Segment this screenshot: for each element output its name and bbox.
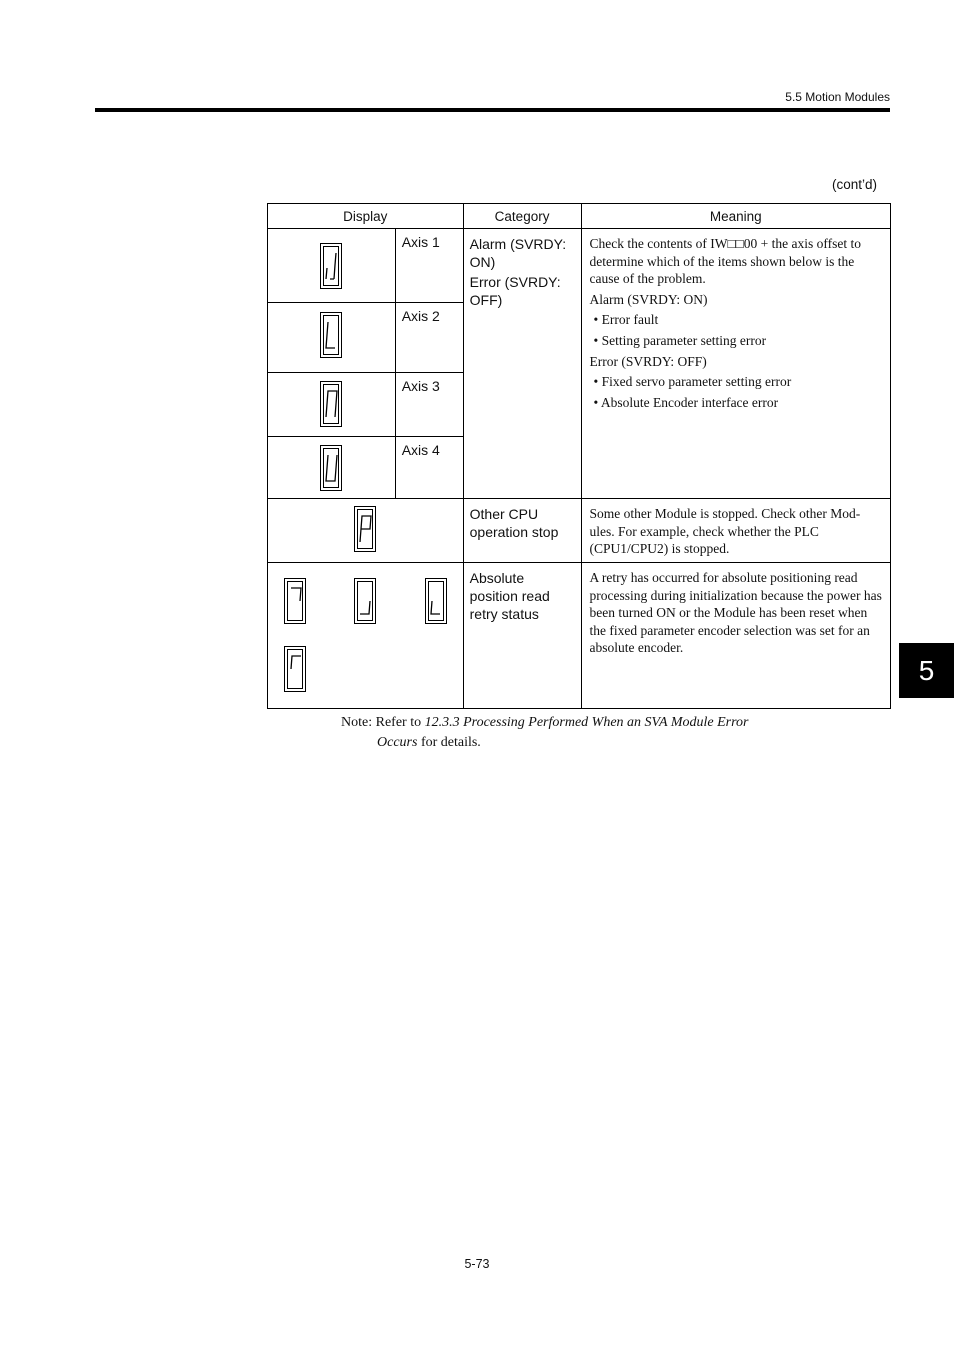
table-row-axis1 [268, 229, 891, 303]
segment-display-retry-4 [284, 646, 306, 692]
display-axis4 [268, 437, 396, 499]
table-row-cpu-stop [268, 499, 891, 563]
meaning-cpu-stop: Some other Module is stopped. Check other Mod-ules. For example, check whether the PLC (CPU1/CPU2) is stopped. [581, 499, 891, 563]
axis-label-2: Axis 2 [395, 303, 463, 373]
note-reference-cont: Occurs [377, 735, 418, 750]
segment-display-retry-2 [354, 578, 376, 624]
display-axis1 [268, 229, 396, 303]
display-axis2 [268, 303, 396, 373]
table-row-abs-retry [268, 563, 891, 709]
list-item: • Setting parameter setting error [593, 332, 767, 348]
segment-display-axis4 [320, 445, 342, 491]
header-category: Category [463, 204, 581, 229]
list-item: • Error fault [593, 312, 659, 328]
table-header-row [268, 204, 891, 229]
header-rule [95, 108, 890, 112]
table-note [341, 713, 749, 753]
header-display: Display [268, 204, 464, 229]
segment-display-retry-1 [284, 578, 306, 624]
segment-display-retry-3 [425, 578, 447, 624]
section-header: 5.5 Motion Modules [785, 90, 890, 104]
display-abs-retry [268, 563, 464, 709]
meaning-alarm [581, 229, 891, 499]
meaning-alarm-intro: Check the contents of IW□□00 + the axis offset to determine which of the items shown below is the cause of the problem. [589, 236, 861, 287]
category-alarm [463, 229, 581, 499]
note-prefix: Note: Refer to [341, 715, 425, 730]
list-item: • Fixed servo parameter setting error [593, 374, 792, 390]
continued-label: (cont’d) [831, 177, 877, 192]
axis-label-3: Axis 3 [395, 373, 463, 437]
category-alarm-on: Alarm (SVRDY: ON) [469, 236, 567, 270]
header-meaning: Meaning [581, 204, 891, 229]
meaning-error-head: Error (SVRDY: OFF) [589, 353, 707, 369]
axis-label-4: Axis 4 [395, 437, 463, 499]
display-axis3 [268, 373, 396, 437]
list-item: • Absolute Encoder interface error [593, 394, 779, 410]
category-cpu-stop: Other CPU operation stop [463, 499, 581, 563]
category-error-off: Error (SVRDY: OFF) [469, 274, 561, 308]
category-abs-retry: Absolute position read retry status [463, 563, 581, 709]
note-suffix: for details. [417, 735, 481, 750]
segment-display-axis1 [320, 243, 342, 289]
segment-display-p [354, 506, 376, 552]
meaning-alarm-head: Alarm (SVRDY: ON) [589, 291, 708, 307]
segment-display-axis2 [320, 312, 342, 358]
display-cpu-stop [268, 499, 464, 563]
meaning-abs-retry: A retry has occurred for absolute positioning read processing during initialization because the power has been turned ON or the Module has been reset when the fixed parameter encoder selection was set for an absolute encoder. [581, 563, 891, 709]
error-display-table [267, 203, 891, 709]
chapter-tab: 5 [899, 643, 954, 698]
note-reference: 12.3.3 Processing Performed When an SVA Module Error [424, 715, 749, 730]
page-number: 5-73 [464, 1257, 490, 1271]
segment-display-axis3 [320, 381, 342, 427]
axis-label-1: Axis 1 [395, 229, 463, 303]
